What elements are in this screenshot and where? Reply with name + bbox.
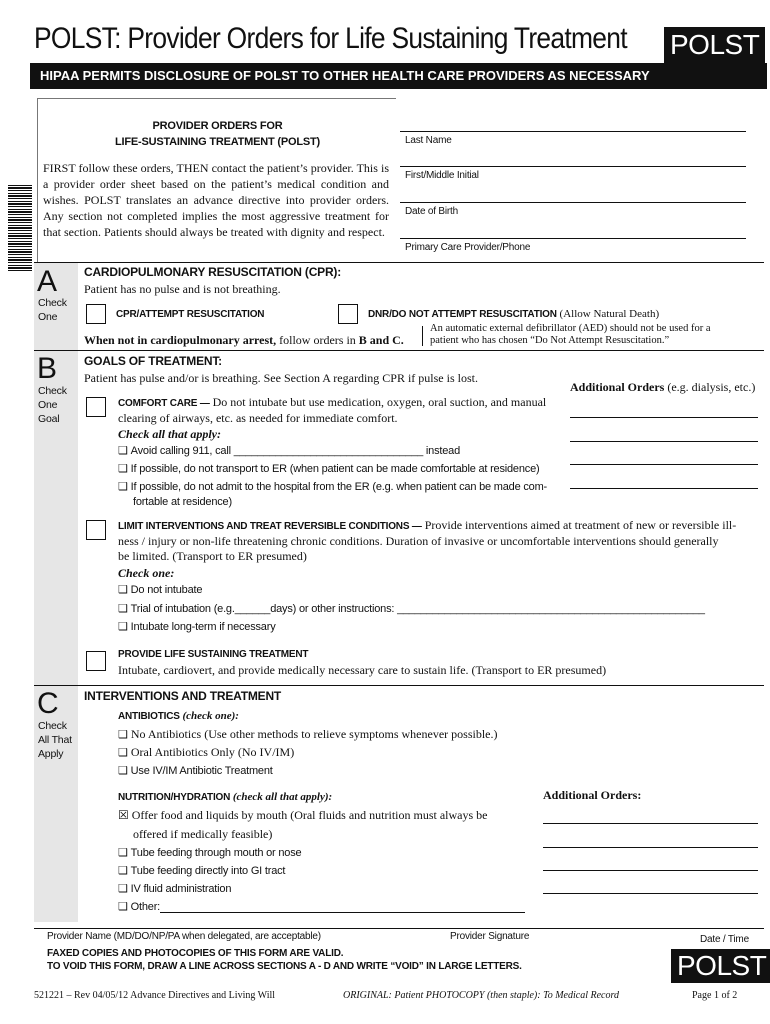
section-c-sub1: Check [38, 720, 67, 732]
section-a-sub2: One [38, 311, 58, 323]
section-a-desc: Patient has no pulse and is not breathing. [84, 282, 281, 296]
comfort-care-text [118, 395, 568, 426]
pcp-label: Primary Care Provider/Phone [405, 242, 531, 253]
limit-interventions-checkbox[interactable] [86, 520, 106, 540]
form-title: POLST: Provider Orders for Life Sustaining Treatment [34, 22, 627, 55]
comfort-item-no-admit[interactable]: ❑ If possible, do not admit to the hospital from the ER (e.g. when patient can be made com- [118, 480, 547, 493]
limit-item-trial-intubation[interactable]: ❑ Trial of intubation (e.g.______days) or other instructions: ____________________________________________________ [118, 602, 705, 615]
pcp-line [400, 238, 746, 239]
footer-divider [34, 928, 764, 929]
limit-text2: ness / injury or non-life threatening chronic conditions. Duration of invasive or uncomfortable interventions should generally [118, 534, 719, 548]
section-b-instructions [38, 384, 67, 426]
void-note: TO VOID THIS FORM, DRAW A LINE ACROSS SECTIONS A - D AND WRITE “VOID” IN LARGE LETTERS. [47, 961, 522, 972]
polst-badge: POLST [664, 27, 765, 63]
cpr-label: CPR/ATTEMPT RESUSCITATION [116, 309, 265, 320]
limit-bold: LIMIT INTERVENTIONS AND TREAT REVERSIBLE CONDITIONS — [118, 521, 422, 532]
c-additional-line-2[interactable] [543, 847, 758, 848]
b-additional-orders [570, 380, 755, 395]
section-a-divider [34, 262, 764, 263]
barcode [8, 183, 32, 271]
b-additional-line-3[interactable] [570, 464, 758, 465]
date-time-label: Date / Time [700, 934, 749, 945]
section-b-sub3: Goal [38, 413, 60, 425]
comfort-bold: COMFORT CARE — [118, 398, 210, 409]
provide-bold: PROVIDE LIFE SUSTAINING TREATMENT [118, 649, 309, 660]
section-a-instructions [38, 296, 67, 324]
nutrition-other-line[interactable] [160, 912, 525, 913]
nutrition-tube-mouth[interactable]: ❑ Tube feeding through mouth or nose [118, 846, 301, 859]
dob-label: Date of Birth [405, 206, 458, 217]
aed-line2: patient who has chosen “Do Not Attempt Resuscitation.” [430, 335, 670, 346]
section-a-sub1: Check [38, 297, 67, 309]
comfort-item-avoid-911[interactable]: ❑ Avoid calling 911, call ________________________________ instead [118, 444, 460, 457]
section-c-title: INTERVENTIONS AND TREATMENT [84, 689, 282, 703]
nutrition-other[interactable]: ❑ Other: [118, 900, 160, 913]
section-a-title: CARDIOPULMONARY RESUSCITATION (CPR): [84, 265, 342, 279]
nutrition-heading [118, 791, 332, 803]
intro-text: FIRST follow these orders, THEN contact the patient’s provider. This is a provider order sheet based on the patient’s medical condition and wishes. POLST translates an advance directive into provider orders. Any section not completed implies the most aggressive treatment for that section. Patients should always be treated with dignity and respect. [43, 161, 389, 239]
section-c-letter: C [37, 687, 59, 720]
aed-divider [422, 326, 423, 346]
cpr-checkbox[interactable] [86, 304, 106, 324]
comfort-text1: Do not intubate but use medication, oxygen, oral suction, and manual [209, 395, 547, 409]
c-additional-line-1[interactable] [543, 823, 758, 824]
comfort-care-checkbox[interactable] [86, 397, 106, 417]
when-bold1: When not in cardiopulmonary arrest, [84, 333, 277, 347]
section-b-title: GOALS OF TREATMENT: [84, 354, 222, 368]
antibiotics-label: ANTIBIOTICS [118, 711, 180, 722]
intro-heading-line2: LIFE-SUSTAINING TREATMENT (POLST) [114, 136, 321, 148]
b-additional-rest: (e.g. dialysis, etc.) [664, 380, 756, 394]
nutrition-iv[interactable]: ❑ IV fluid administration [118, 882, 231, 895]
dnr-label [368, 308, 659, 320]
intro-heading-line1: PROVIDER ORDERS FOR [152, 120, 283, 132]
dnr-checkbox[interactable] [338, 304, 358, 324]
b-additional-bold: Additional Orders [570, 380, 665, 394]
revision-note: 521221 – Rev 04/05/12 Advance Directives and Living Will [34, 990, 276, 1001]
last-name-label: Last Name [405, 135, 452, 146]
comfort-item-no-admit-cont: fortable at residence) [133, 496, 232, 508]
c-additional-orders: Additional Orders: [543, 788, 642, 802]
section-b-divider [34, 350, 764, 351]
footer-polst-badge: POLST [671, 949, 770, 983]
provide-life-sustaining-checkbox[interactable] [86, 651, 106, 671]
section-c-instructions [38, 719, 72, 761]
antibiotics-oral[interactable]: ❑ Oral Antibiotics Only (No IV/IM) [118, 745, 294, 760]
nutrition-oral-cont: offered if medically feasible) [133, 827, 273, 841]
provide-text: Intubate, cardiovert, and provide medically necessary care to sustain life. (Transport to ER presumed) [118, 663, 607, 677]
c-additional-line-3[interactable] [543, 870, 758, 871]
antibiotics-none[interactable]: ❑ No Antibiotics (Use other methods to relieve symptoms whenever possible.) [118, 727, 497, 742]
nutrition-label: NUTRITION/HYDRATION [118, 792, 231, 803]
provider-name-label: Provider Name (MD/DO/NP/PA when delegated, are acceptable) [47, 931, 321, 942]
dnr-label-rest: (Allow Natural Death) [556, 308, 660, 320]
section-b-sub1: Check [38, 385, 67, 397]
nutrition-oral[interactable]: ☒ Offer food and liquids by mouth (Oral fluids and nutrition must always be [118, 808, 488, 823]
first-middle-line [400, 166, 746, 167]
copy-distribution: ORIGINAL: Patient PHOTOCOPY (then staple): To Medical Record [343, 990, 619, 1001]
aed-line1: An automatic external defibrillator (AED) should not be used for a [430, 323, 711, 334]
limit-item-no-intubate[interactable]: ❑ Do not intubate [118, 583, 202, 596]
section-b-sub2: One [38, 399, 58, 411]
intro-heading [40, 118, 395, 150]
section-c-divider [34, 685, 764, 686]
when-not-arrest [84, 333, 404, 348]
comfort-check-all: Check all that apply: [118, 427, 221, 441]
limit-text1: Provide interventions aimed at treatment of new or reversible ill- [421, 518, 737, 532]
section-c-sub3: Apply [38, 748, 64, 760]
provider-signature-label: Provider Signature [450, 931, 530, 942]
comfort-item-no-er[interactable]: ❑ If possible, do not transport to ER (when patient can be made comfortable at residence) [118, 462, 539, 475]
section-c-sub2: All That [38, 734, 72, 746]
aed-note [430, 323, 711, 347]
hipaa-band: HIPAA PERMITS DISCLOSURE OF POLST TO OTHER HEALTH CARE PROVIDERS AS NECESSARY [30, 63, 767, 89]
page-number: Page 1 of 2 [692, 990, 738, 1001]
limit-interventions-text [118, 518, 758, 564]
b-additional-line-1[interactable] [570, 417, 758, 418]
nutrition-hint: (check all that apply): [230, 791, 333, 803]
section-a-letter: A [37, 265, 58, 298]
antibiotics-hint: (check one): [179, 710, 239, 722]
limit-item-long-term[interactable]: ❑ Intubate long-term if necessary [118, 620, 276, 633]
c-additional-line-4[interactable] [543, 893, 758, 894]
b-additional-line-2[interactable] [570, 441, 758, 442]
b-additional-line-4[interactable] [570, 488, 758, 489]
antibiotics-iv[interactable]: ❑ Use IV/IM Antibiotic Treatment [118, 764, 273, 777]
nutrition-tube-gi[interactable]: ❑ Tube feeding directly into GI tract [118, 864, 285, 877]
dnr-label-bold: DNR/DO NOT ATTEMPT RESUSCITATION [368, 309, 557, 320]
fax-note: FAXED COPIES AND PHOTOCOPIES OF THIS FORM ARE VALID. [47, 948, 344, 959]
limit-check-one: Check one: [118, 566, 175, 580]
section-b-letter: B [37, 352, 58, 385]
antibiotics-heading [118, 710, 239, 722]
dob-line [400, 202, 746, 203]
comfort-text2: clearing of airways, etc. as needed for immediate comfort. [118, 411, 398, 425]
limit-text3: be limited. (Transport to ER presumed) [118, 549, 307, 563]
first-middle-label: First/Middle Initial [405, 170, 479, 181]
section-b-desc: Patient has pulse and/or is breathing. See Section A regarding CPR if pulse is lost. [84, 371, 478, 385]
last-name-line [400, 131, 746, 132]
when-mid: follow orders in [276, 333, 359, 347]
when-bold2: B and C. [358, 333, 404, 347]
